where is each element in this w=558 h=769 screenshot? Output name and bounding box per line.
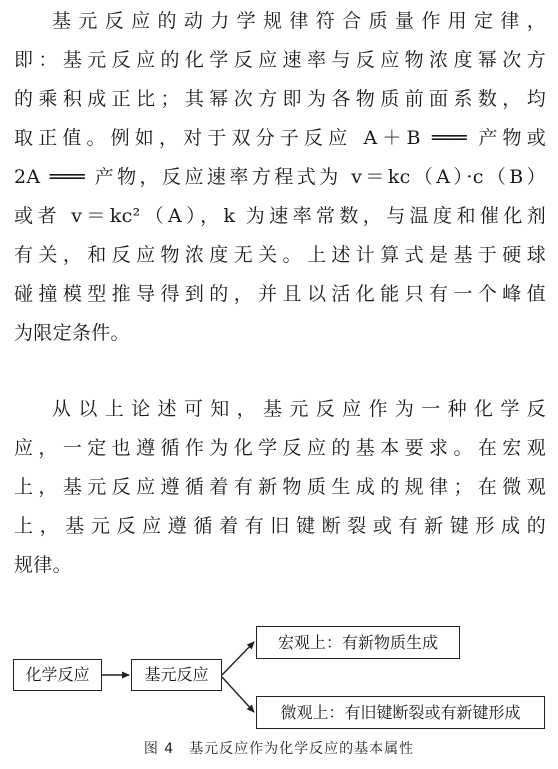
figure-caption: 图 4 基元反应作为化学反应的基本属性 bbox=[143, 741, 415, 757]
text-line: 取正值。例如，对于双分子反应 A＋B ═══ 产物或 bbox=[14, 127, 546, 149]
box-macro: 宏观上：有新物质生成 bbox=[256, 626, 460, 659]
text-line: 为限定条件。 bbox=[14, 322, 130, 344]
text-line: 上，基元反应遵循着有新物质生成的规律；在微观 bbox=[14, 476, 546, 498]
paragraph-2 bbox=[14, 390, 546, 585]
text-line: 基元反应的动力学规律符合质量作用定律， bbox=[52, 10, 546, 32]
text-line: 即：基元反应的化学反应速率与反应物浓度幂次方 bbox=[14, 49, 546, 71]
text-line: 从以上论述可知，基元反应作为一种化学反 bbox=[52, 398, 546, 420]
text-line: 或者 v＝kc²（A），k 为速率常数，与温度和催化剂 bbox=[14, 205, 546, 227]
box-elementary-reaction: 基元反应 bbox=[131, 659, 222, 691]
arrow-to-micro bbox=[222, 677, 254, 712]
paragraph-1 bbox=[14, 2, 546, 353]
text-line: 2A ═══ 产物，反应速率方程式为 v＝kc（A）·c（B） bbox=[14, 166, 546, 188]
box-chemical-reaction: 化学反应 bbox=[13, 659, 102, 691]
text-line: 的乘积成正比；其幂次方即为各物质前面系数，均 bbox=[14, 88, 546, 110]
text-line: 上，基元反应遵循着有旧键断裂或有新键形成的 bbox=[14, 515, 546, 537]
text-line: 规律。 bbox=[14, 554, 72, 576]
arrow-to-macro bbox=[222, 642, 254, 675]
box-micro: 微观上：有旧键断裂或有新键形成 bbox=[256, 696, 545, 729]
text-line: 碰撞模型推导得到的，并且以活化能只有一个峰值 bbox=[14, 283, 546, 305]
text-line: 应，一定也遵循作为化学反应的基本要求。在宏观 bbox=[14, 437, 546, 459]
text-line: 有关，和反应物浓度无关。上述计算式是基于硬球 bbox=[14, 244, 546, 266]
